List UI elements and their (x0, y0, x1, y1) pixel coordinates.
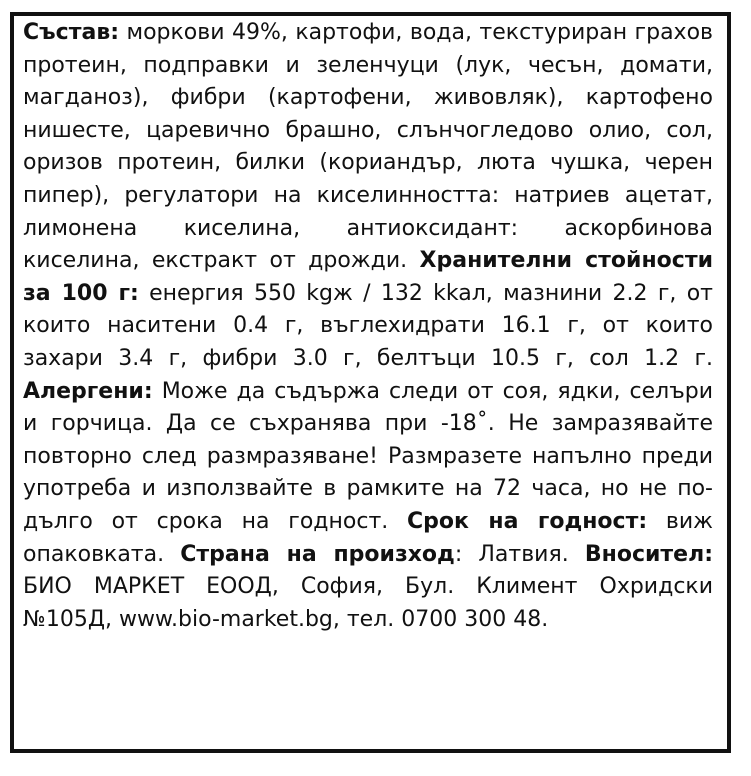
allergens-text: Може да съдържа следи от соя, ядки, селъри и горчица. Да се съхранява при -18˚. Не замразявайте повторно след размразяване! Размразете напълно преди употреба и използвайте в рамките на 72 часа, но не по-дълго от срока на годност. (23, 378, 713, 534)
composition-heading: Състав: (23, 20, 120, 45)
importer-text: БИО МАРКЕТ ЕООД, София, Бул. Климент Охридски №105Д, www.bio-market.bg, тел. 0700 300 48. (23, 574, 713, 632)
product-label-text (23, 17, 713, 636)
origin-text: : Латвия. (454, 541, 569, 567)
importer-heading: Вносител: (584, 541, 713, 567)
nutrition-heading: Хранителни стойности за 100 г: (23, 248, 713, 306)
origin-heading: Страна на произход (180, 541, 455, 567)
shelf-life-heading: Срок на годност: (407, 508, 648, 534)
nutrition-text: енергия 550 kgж / 132 kkaл, мазнини 2.2 г, от които наситени 0.4 г, въглехидрати 16.1 г, от които захари 3.4 г, фибри 3.0 г, белтъци 10.5 г, сол 1.2 г. (23, 280, 713, 371)
allergens-heading: Алергени: (23, 378, 153, 404)
composition-text: моркови 49%, картофи, вода, текстуриран грахов протеин, подправки и зеленчуци (лук, чесън, домати, магданоз), фибри (картофени, живовляк), картофено нишесте, царевично брашно, слънчогледово олио, сол, оризов протеин, билки (кориандър, люта чушка, черен пипер), регулатори на киселинността: натриев ацетат, лимонена киселина, антиоксидант: аскорбинова киселина, екстракт от дрожди. (23, 20, 713, 274)
shelf-life-text: виж опаковката. (23, 508, 713, 567)
